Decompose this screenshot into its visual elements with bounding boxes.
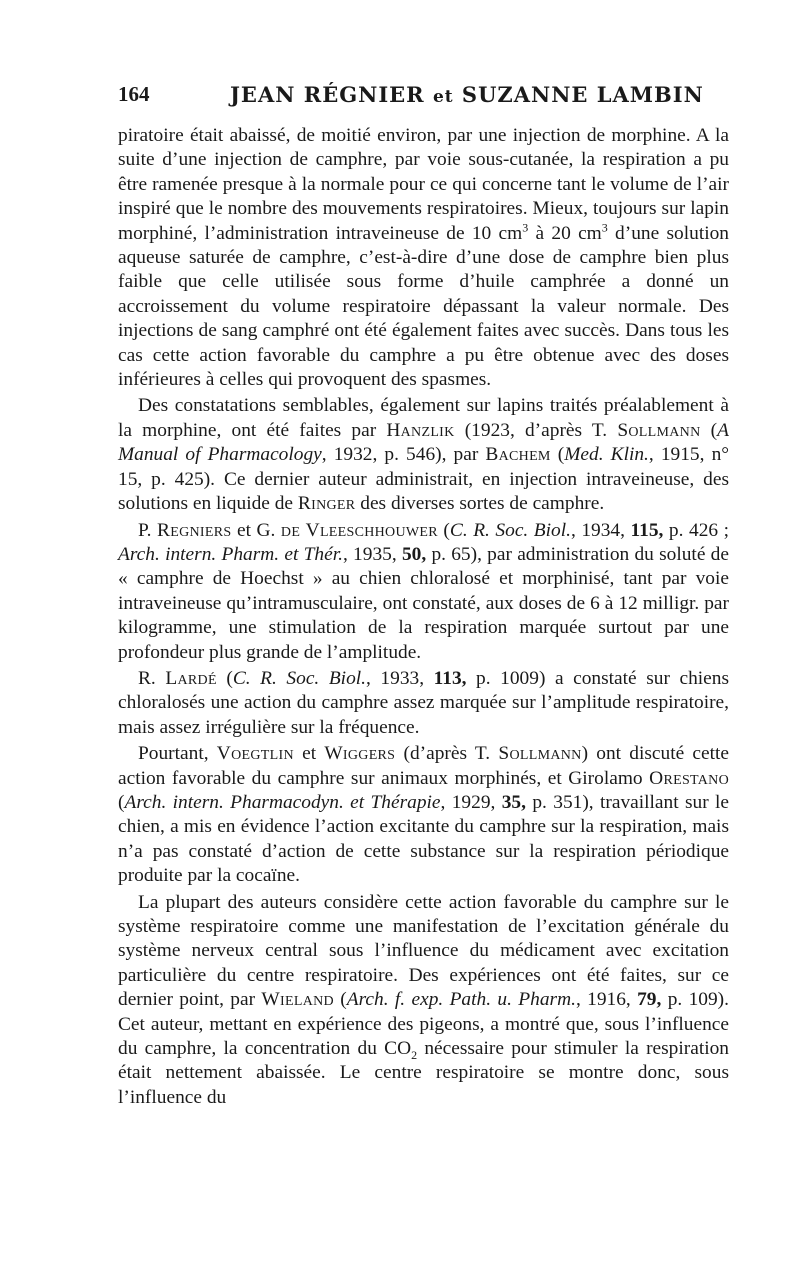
text-run: 3 xyxy=(601,220,608,235)
text-run: ( xyxy=(437,519,450,541)
paragraph xyxy=(118,891,729,1111)
text-run: 2 xyxy=(411,1047,418,1062)
paragraph xyxy=(118,742,729,888)
paragraph xyxy=(118,124,729,392)
running-title xyxy=(230,82,704,107)
text-run: ( xyxy=(216,667,233,689)
text-run: ( xyxy=(550,444,565,466)
text-run: p. 65), par administration du soluté de « camphre de Hoechst » au chien chloralosé et morphinisé, tant par voie intraveineuse qu’intramusculaire, ont constaté, aux doses de 6 à 12 milligr. par kilogramme, une stimulation de la respiration marquée surtout par une profondeur plus grande de l’amplitude. xyxy=(118,543,729,663)
text-run: , 1929, xyxy=(440,791,502,813)
author-name: Sollmann xyxy=(498,743,582,765)
body-text xyxy=(118,124,729,1110)
text-run: à 20 cm xyxy=(528,222,602,244)
citation-title: Med. Klin. xyxy=(564,444,649,466)
text-run: ) ont discuté cette action favorable du camphre sur animaux morphinés, et Girolamo xyxy=(118,743,730,789)
text-run: , 1933, xyxy=(366,667,434,689)
citation-title: C. R. Soc. Biol. xyxy=(232,667,367,689)
author-name: Regniers xyxy=(157,519,232,541)
author-name: Wieland xyxy=(261,989,334,1011)
text-run: Pourtant, xyxy=(138,743,217,765)
text-run: P. xyxy=(138,519,158,541)
conjunction: et xyxy=(432,87,454,107)
author-name: Voegtlin xyxy=(216,743,294,765)
text-run: p. 426 ; xyxy=(663,519,729,541)
author-name: Wiggers xyxy=(324,743,396,765)
volume-number: 35, xyxy=(501,791,526,813)
author-name: Lardé xyxy=(165,667,217,689)
citation-title: Arch. intern. Pharm. et Thér. xyxy=(118,543,343,565)
text-run: ( xyxy=(700,419,718,441)
text-run: des diverses sortes de camphre. xyxy=(355,493,605,515)
text-run: (d’après T. xyxy=(395,743,499,765)
text-run: p. 351), travaillant sur le chien, a mis en évidence l’action excitante du camphre sur la respiration, mais n’a pas constaté d’action de cette substance sur la respiration périodique produite par la cocaïne. xyxy=(118,791,730,887)
text-run: , 1915, n° 15, p. 425). Ce dernier auteur administrait, en injection intraveineuse, des solutions en liquide de xyxy=(118,444,730,515)
text-run: (1923, d’après T. xyxy=(454,419,618,441)
citation-title: Arch. f. exp. Path. u. Pharm. xyxy=(346,989,576,1011)
paragraph xyxy=(118,394,729,516)
page-number: 164 xyxy=(118,82,150,106)
text-run: p. 1009) a constaté sur chiens chloralosés une action du camphre assez marquée sur l’amplitude respiratoire, mais assez irrégulière sur la fréquence. xyxy=(118,667,730,738)
text-run: nécessaire pour stimuler la respiration était nettement abaissée. Le centre respiratoire se montre donc, sous l’influence du xyxy=(118,1038,729,1108)
text-run: p. 109). Cet auteur, mettant en expérience des pigeons, a montré que, sous l’influence du camphre, la concentration du CO xyxy=(118,989,729,1060)
text-run: , 1935, xyxy=(342,543,402,565)
author-name: Sollmann xyxy=(617,419,701,441)
text-run: R. xyxy=(138,667,166,689)
paragraph xyxy=(118,667,729,740)
volume-number: 115, xyxy=(630,519,664,541)
author-name: Orestano xyxy=(649,767,729,789)
text-run: et xyxy=(293,743,325,765)
text-run: Des constatations semblables, également sur lapins traités préalablement à la morphine, ont été faites par xyxy=(118,395,729,441)
author-name: de Vleeschhouwer xyxy=(280,519,438,541)
page-header xyxy=(118,78,729,108)
text-run: La plupart des auteurs considère cette action favorable du camphre sur le système respiratoire comme une manifestation de l’excitation générale du système nerveux central sous l’influence du médicament avec excitation particulière du centre respiratoire. Des expériences ont été faites, sur ce dernier point, par xyxy=(118,891,729,1011)
text-run: ( xyxy=(118,791,125,813)
author-name: Bachem xyxy=(485,444,551,466)
citation-title: C. R. Soc. Biol. xyxy=(449,519,571,541)
text-run: et G. xyxy=(231,519,281,541)
paragraph xyxy=(118,519,729,665)
text-run: 3 xyxy=(522,220,529,235)
author-2: SUZANNE LAMBIN xyxy=(461,82,704,107)
volume-number: 113, xyxy=(433,667,467,689)
author-name: Ringer xyxy=(297,493,356,515)
citation-title: A Manual of Pharmacology xyxy=(118,419,729,466)
text-run: , 1934, xyxy=(570,519,631,541)
text-run: , 1932, p. 546), par xyxy=(321,444,486,466)
text-run: piratoire était abaissé, de moitié environ, par une injection de morphine. A la suite d’une injection de camphre, par voie sous-cutanée, la respiration a pu être ramenée presque à la normale pour ce qui concerne tant le volume de l’air inspiré que le nombre des mouvements respiratoires. Mieux, toujours sur lapin morphiné, l’administration intraveineuse de 10 cm xyxy=(118,125,729,244)
author-1: JEAN RÉGNIER xyxy=(230,82,425,107)
citation-title: Arch. intern. Pharmacodyn. et Thérapie xyxy=(124,791,441,813)
text-run: d’une solution aqueuse saturée de camphre, c’est-à-dire d’une dose de camphre bien plus faible que celle utilisée sous forme d’huile camphrée a donné un accroissement du volume respiratoire dépassant la valeur normale. Des injections de sang camphré ont été également faites avec succès. Dans tous les cas cette action favorable du camphre a pu être obtenue avec des doses inférieures à celles qui provoquent des spasmes. xyxy=(118,222,729,391)
volume-number: 79, xyxy=(637,989,662,1011)
text-run: ( xyxy=(333,989,347,1011)
author-name: Hanzlik xyxy=(386,419,455,441)
text-run: , 1916, xyxy=(575,989,638,1011)
volume-number: 50, xyxy=(401,543,427,565)
